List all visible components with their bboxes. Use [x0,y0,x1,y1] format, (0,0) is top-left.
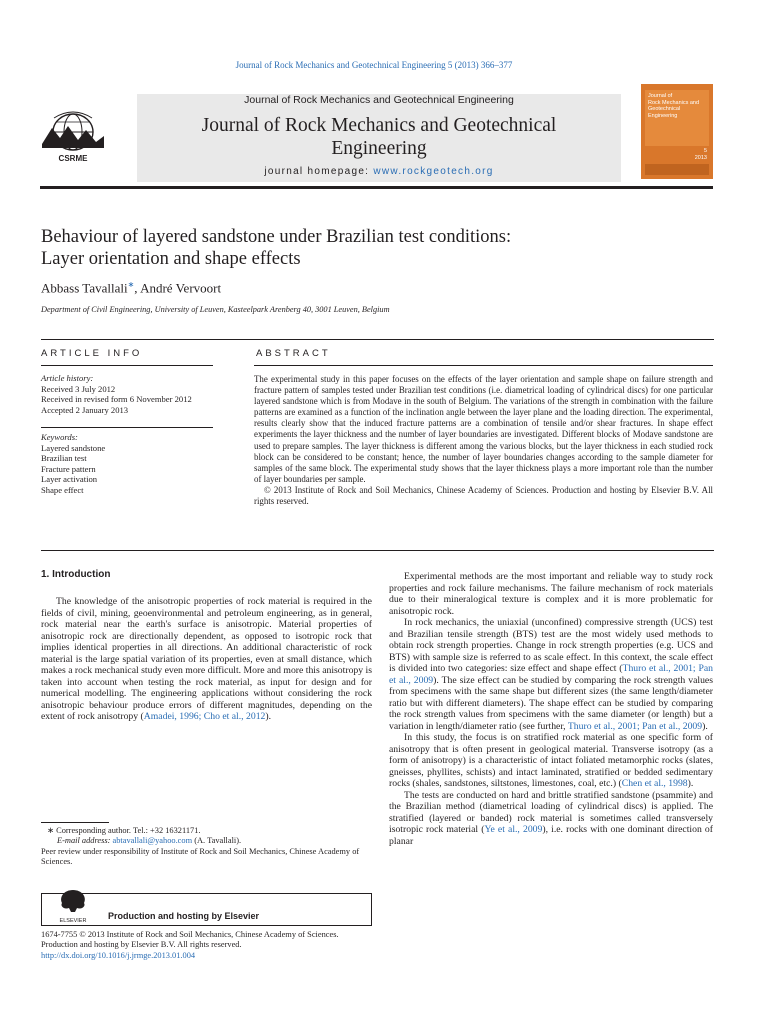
keyword-item: Layered sandstone [41,442,106,453]
journal-homepage [137,166,621,177]
homepage-link[interactable]: www.rockgeotech.org [373,166,494,177]
author-list [41,280,221,296]
abstract-rule [254,365,713,366]
abstract-body [254,374,713,507]
citation-link[interactable]: Ye et al., 2009 [484,824,543,835]
footnote-rule [41,822,109,823]
journal-title-line2: Engineering [331,138,427,159]
corresponding-author-mark[interactable]: ∗ [127,280,135,289]
abstract-copyright: © 2013 Institute of Rock and Soil Mechanics, Chinese Academy of Sciences. Production and hosting by Elsevier B.V. All rights reserved. [254,484,713,507]
citation-link[interactable]: Amadei, 1996; Cho et al., 2012 [143,711,266,722]
homepage-label: journal homepage: [264,166,374,177]
cover-line1: Journal of [648,93,673,99]
paragraph: In this study, the focus is on stratified rock material as one specific form of anisotropy that is often present in geological material. Transverse isotropy (as a form of anisotropy) is a characteristic of intact foliated metamorphic rocks (slates, gneisses, phyllites, schists) and intact laminated, stratified or bedded sedimentary rocks (shales, sandstones, siltstones, limestones, coal, etc.) (Chen et al., 1998). [389,732,713,789]
peer-review-note: Peer review under responsibility of Institute of Rock and Soil Mechanics, Chinese Academy of Sciences. [41,846,360,866]
paragraph: The tests are conducted on hard and brittle stratified sandstone (psammite) and the Brazilian method (diametrical loading of cylindrical discs) is applied. The stratified (layered or banded) rock material is sometimes called transversely isotropic rock material (Ye et al., 2009), i.e. rocks with one dominant direction of planar [389,789,713,847]
abstract-text: The experimental study in this paper focuses on the effects of the layer orientation and sample shape on failure strength and fracture pattern of samples tested under Brazilian test conditions (i.e. diametrical loading of cylindrical discs) for one particular layered sandstone which is from Modave in the south of Belgium. The variations of the strength in combination with the failure patterns are examined as a function of the inclination angle between the layer plane and the loading direction. The experimental, results clearly show that the induced fracture patterns are a combination of tensile and/or shear fractures. In shape effect experiments the layer thickness and the number of layer boundaries are investigated. Different blocks of Modave sandstone are used to prepare samples. The layer thickness is different among the various blocks, but the layer thickness in each studied rock block can be considered to be constant; hence, the number of layer boundaries changes according to the sample diameter for samples of the same block. The experimental study shows that the layer thickness plays a more important role than the number of layer boundaries per sample. [254,374,713,484]
article-title-line1: Behaviour of layered sandstone under Brazilian test conditions: [41,227,512,247]
info-top-rule [41,339,714,340]
citation-link[interactable]: Chen et al., 1998 [621,778,688,789]
history-item: Received in revised form 6 November 2012 [41,394,192,404]
email-note: E-mail address: abtavallali@yahoo.com (A. Tavallali). [57,836,242,846]
article-title-line2: Layer orientation and shape effects [41,249,301,269]
author-name[interactable]: Abbass Tavallali [41,280,128,296]
info-rule [41,365,213,366]
logo-text: CSRME [58,154,88,163]
production-hosting-text: Production and hosting by Elsevier [108,911,260,921]
history-item: Received 3 July 2012 [41,383,116,394]
header-band-label: Journal of Rock Mechanics and Geotechnical Engineering [244,94,514,106]
elsevier-label: ELSEVIER [59,918,87,924]
affiliation: Department of Civil Engineering, University of Leuven, Kasteelpark Arenberg 40, 3001 Leuven, Belgium [41,305,390,314]
right-column [389,571,713,847]
cover-line2: Rock Mechanics and [648,99,700,106]
citation-link[interactable]: Thuro et al., 2001; Pan et al., 2009 [567,720,703,732]
keyword-item: Shape effect [41,484,84,495]
article-info-heading: ARTICLE INFO [41,348,143,359]
history-label: Article history: [41,373,94,383]
journal-cover-image[interactable] [641,84,713,179]
keywords [41,432,213,495]
paragraph: The knowledge of the anisotropic properties of rock material is required in the fields of civil, mining, geoenvironmental and petroleum engineering, as in general, rock material near the earth's surface is anisotropic. Material properties of anisotropic rock are directionally dependent, as opposed to isotropic rock that implies identical properties in all directions. An additional characteristic of rock material is the large spatial variation of its properties, even at small distance, which makes a rock mechanical study even more difficult. More and more this anisotropy is taken into account when testing the rock material, as input for design and for numerical modelling. The engineering applications without considering the rock anisotropic behaviour produce errors of different magnitudes, depending on the extent of rock anisotropy (Amadei, 1996; Cho et al., 2012). [41,596,372,722]
issn-block [41,930,372,961]
abstract-heading: ABSTRACT [256,348,331,359]
cover-line3: Geotechnical [648,106,681,112]
cover-panel [645,90,709,146]
doi-link[interactable]: http://dx.doi.org/10.1016/j.jrmge.2013.01.004 [41,950,196,960]
citation-link[interactable]: Thuro et al., 2001; Pan et al., 2009 [389,663,713,686]
paragraph: Experimental methods are the most important and reliable way to study rock properties and rock failure mechanisms. The failure mechanism of rock materials due to their mineralogical texture is complex and it is more problematic for anisotropic rock. [389,571,713,617]
journal-title [137,114,621,160]
cover-issue: 5 [703,148,707,154]
email-link[interactable]: abtavallali@yahoo.com [112,836,193,846]
abstract-bottom-rule [41,550,714,551]
journal-citation-link[interactable]: Journal of Rock Mechanics and Geotechnical Engineering 5 (2013) 366–377 [235,60,513,70]
footnotes [41,826,372,867]
article-title [41,226,721,270]
elsevier-tree-icon [56,888,90,922]
corresponding-author-note: ∗ Corresponding author. Tel.: +32 16321171. [47,826,201,835]
csrme-logo-icon [40,108,106,168]
section-heading-introduction: 1. Introduction [41,569,111,580]
elsevier-hosting-box [41,893,372,926]
cover-year: 2013 [694,155,707,161]
header-rule [40,186,713,189]
keyword-item: Layer activation [41,474,98,484]
keywords-rule [41,427,213,428]
journal-title-line1: Journal of Rock Mechanics and Geotechnical [201,115,557,136]
keyword-item: Fracture pattern [41,463,96,474]
intro-column [41,596,372,723]
author-name[interactable]: André Vervoort [140,280,222,296]
keywords-label: Keywords: [41,432,78,442]
cover-line4: Engineering [648,112,678,119]
history-item: Accepted 2 January 2013 [41,404,129,415]
author-separator: , [134,280,141,296]
paragraph: In rock mechanics, the uniaxial (unconfined) compressive strength (UCS) test and Brazilian tensile strength (BTS) test are the most widely used methods to obtain rock strength properties. Change in rock strength properties (e.g. UCS and BTS) with sample size is referred to as scale effect. In this context, the scale effect is divided into two categories: size effect and shape effect (Thuro et al., 2001; Pan et al., 2009). The size effect can be studied by comparing the rock strength values from specimens with the same shape but different sizes (the same length/diameter ratio but with different diameters). The shape effect can be studied by comparing the rock strength values from specimens with the same diameter (or length) but a variation in length/diameter ratio (see further, Thuro et al., 2001; Pan et al., 2009). [389,617,714,732]
issn-copyright: 1674-7755 © 2013 Institute of Rock and Soil Mechanics, Chinese Academy of Sciences. Production and hosting by Elsevier B.V. All rights reserved. [41,930,339,950]
keyword-item: Brazilian test [41,453,87,463]
article-history [41,373,213,415]
cover-strip [645,164,709,175]
